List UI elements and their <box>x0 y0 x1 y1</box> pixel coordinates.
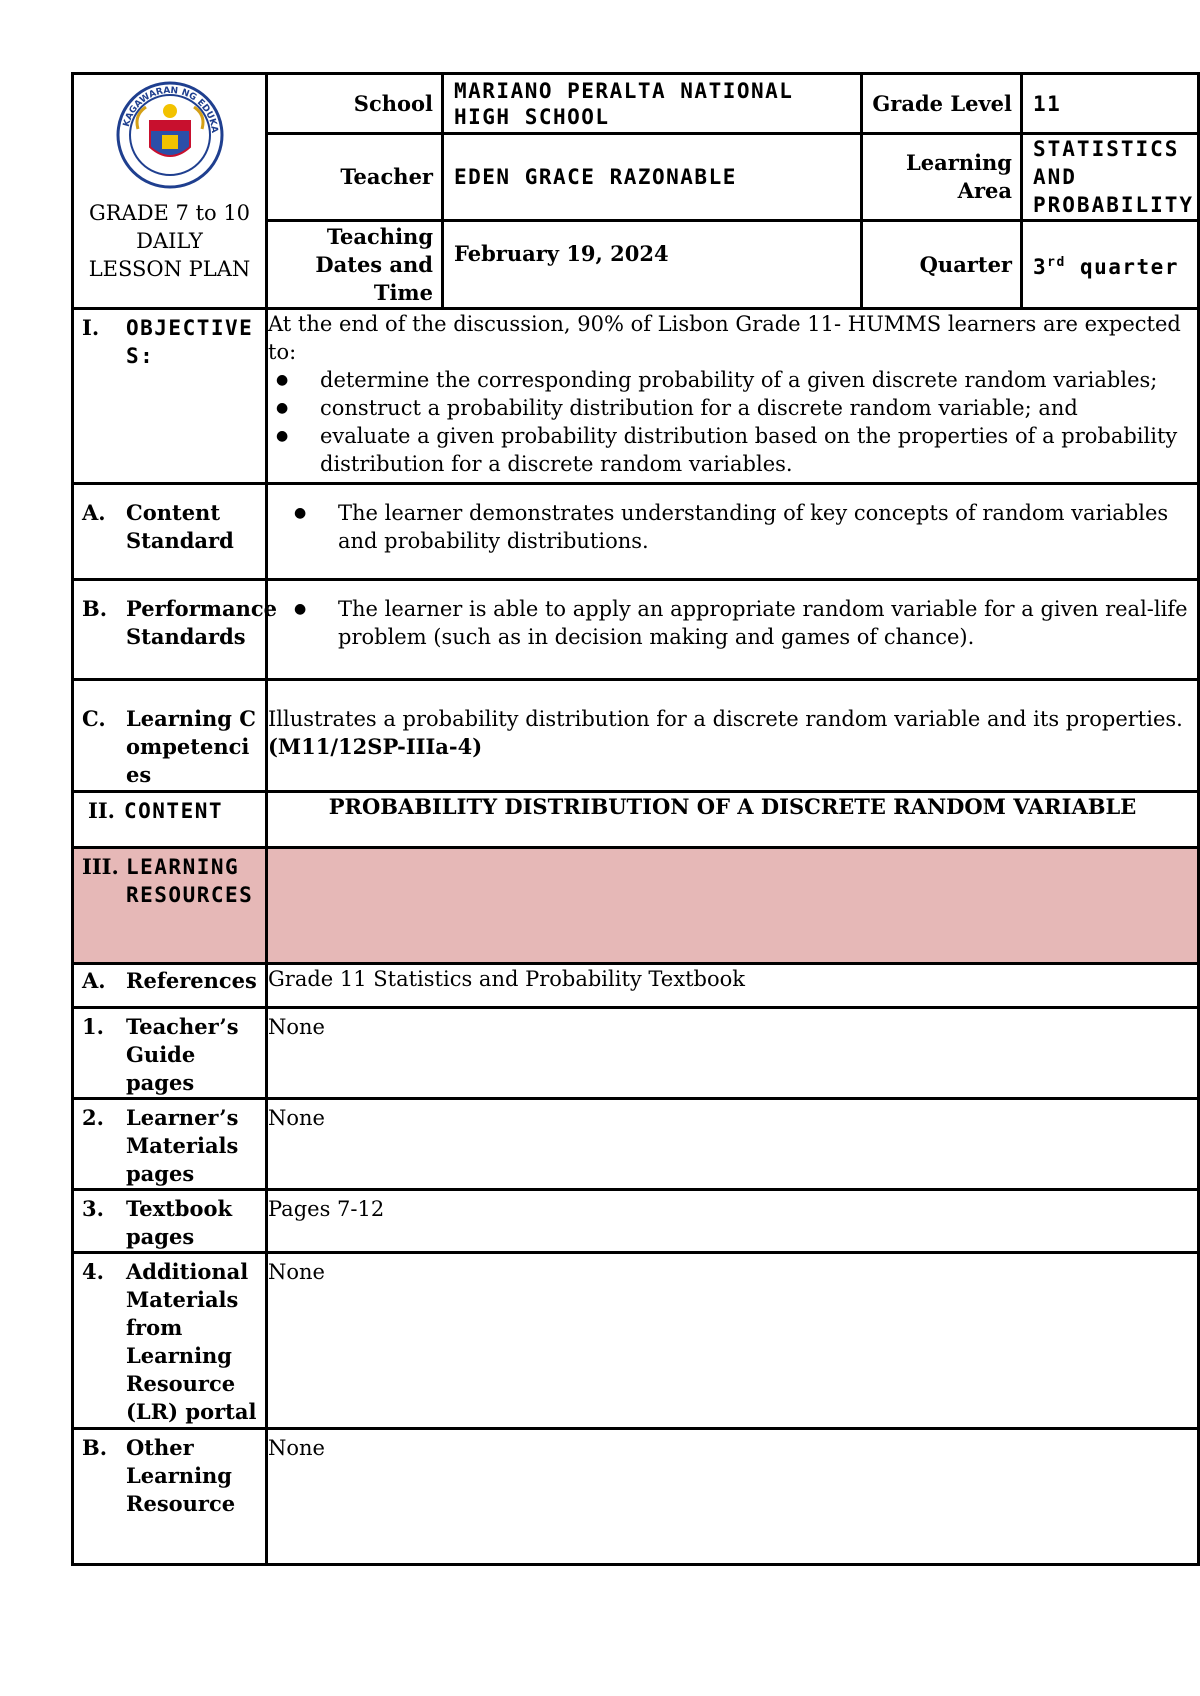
quarter-label: Quarter <box>862 221 1022 309</box>
quarter-value: 3rd quarter <box>1022 221 1199 309</box>
school-label: School <box>267 74 443 134</box>
learning-area-label: Learning Area <box>862 134 1022 221</box>
objective-item: ● construct a probability distribution for a discrete random variable; and <box>320 394 1197 422</box>
learning-resources-label-cell: III. LEARNING RESOURCES <box>73 848 267 964</box>
content-label-cell: II. CONTENT <box>73 792 267 848</box>
competencies-cell <box>267 680 1199 792</box>
dates-value: February 19, 2024 <box>443 221 862 309</box>
lesson-plan-table <box>71 72 1200 1566</box>
performance-standards-cell <box>267 580 1199 680</box>
learners-materials-value: None <box>267 1099 1199 1190</box>
references-label-cell: A. References <box>73 964 267 1008</box>
teachers-guide-label-cell: 1. Teacher’s Guide pages <box>73 1008 267 1099</box>
other-resources-value: None <box>267 1429 1199 1565</box>
learning-resources-cell <box>267 848 1199 964</box>
content-standard-label-cell: A. Content Standard <box>73 484 267 580</box>
teacher-label: Teacher <box>267 134 443 221</box>
competencies-code: (M11/12SP-IIIa-4) <box>268 734 483 759</box>
learners-materials-label-cell: 2. Learner’s Materials pages <box>73 1099 267 1190</box>
textbook-pages-value: Pages 7-12 <box>267 1190 1199 1253</box>
performance-standards-label-cell: B. Performance Standards <box>73 580 267 680</box>
competencies-label-cell: C. Learning Competencies <box>73 680 267 792</box>
objectives-label-cell: I. OBJECTIVES: <box>73 309 267 484</box>
dates-label: Teaching Dates and Time <box>267 221 443 309</box>
other-resources-label-cell: B. Other Learning Resource <box>73 1429 267 1565</box>
objectives-intro: At the end of the discussion, 90% of Lisbon Grade 11- HUMMS learners are expected to: <box>268 312 1181 364</box>
content-standard-text: ● The learner demonstrates understanding of key concepts of random variables and probability distributions. <box>338 499 1197 555</box>
content-standard-cell <box>267 484 1199 580</box>
competencies-text: Illustrates a probability distribution for a discrete random variable and its properties. <box>268 707 1183 731</box>
grade-level-value: 11 <box>1022 74 1199 134</box>
grade-level-label: Grade Level <box>862 74 1022 134</box>
deped-seal-icon <box>116 81 224 189</box>
references-value: Grade 11 Statistics and Probability Textbook <box>267 964 1199 1008</box>
additional-materials-value: None <box>267 1253 1199 1429</box>
svg-text:KAGAWARAN NG EDUKASYON: KAGAWARAN NG EDUKA <box>121 85 219 134</box>
objective-item: ● determine the corresponding probability of a given discrete random variables; <box>320 366 1197 394</box>
teachers-guide-value: None <box>267 1008 1199 1099</box>
performance-standards-text: ● The learner is able to apply an appropriate random variable for a given real-life problem (such as in decision making and games of chance). <box>338 595 1197 651</box>
textbook-pages-label-cell: 3. Textbook pages <box>73 1190 267 1253</box>
teacher-value: EDEN GRACE RAZONABLE <box>443 134 862 221</box>
objective-item: ● evaluate a given probability distribution based on the properties of a probability distribution for a discrete random variables. <box>320 422 1197 478</box>
header-logo-cell <box>73 74 267 309</box>
school-value: MARIANO PERALTA NATIONAL HIGH SCHOOL <box>443 74 862 134</box>
objectives-cell <box>267 309 1199 484</box>
grade-title: GRADE 7 to 10 DAILY LESSON PLAN <box>88 201 251 281</box>
content-title: PROBABILITY DISTRIBUTION OF A DISCRETE RANDOM VARIABLE <box>267 792 1199 848</box>
learning-area-value: STATISTICS AND PROBABILITY <box>1022 134 1199 221</box>
additional-materials-label-cell: 4. Additional Materials from Learning Resource (LR) portal <box>73 1253 267 1429</box>
